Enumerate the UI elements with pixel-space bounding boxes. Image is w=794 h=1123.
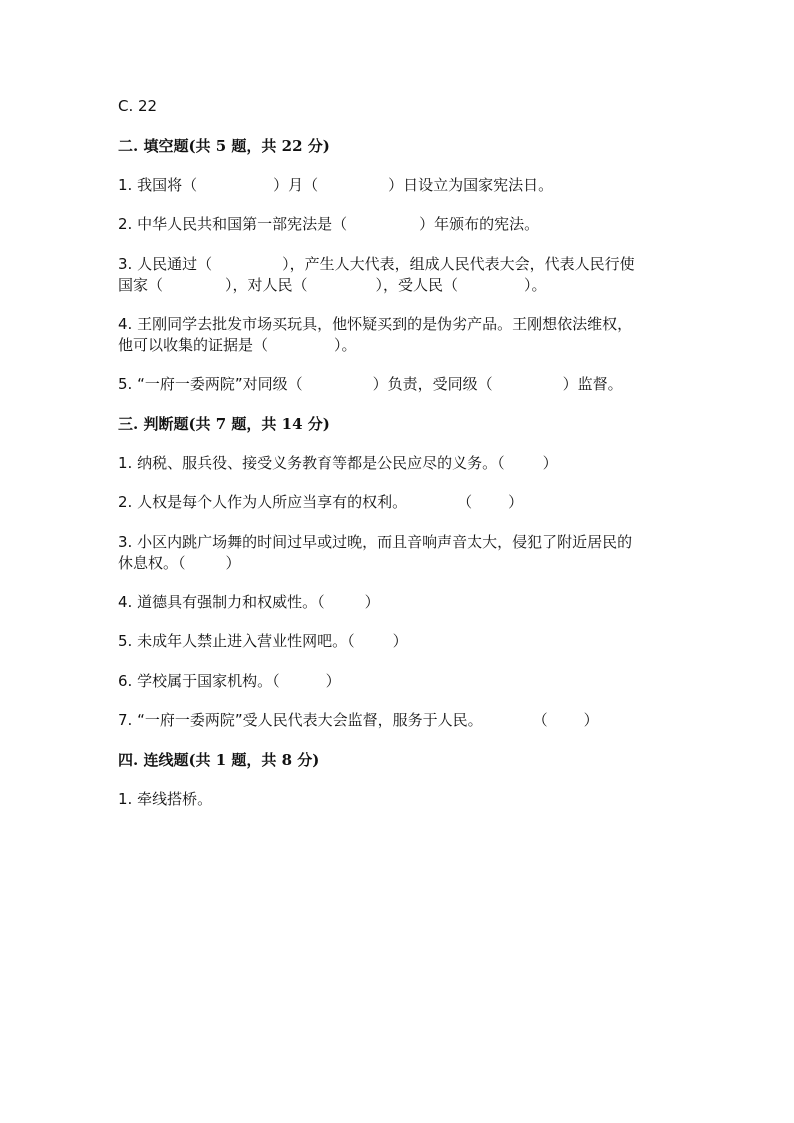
judge-question-6: 6. 学校属于国家机构。（ ） [118, 672, 341, 690]
judge-question-3-line2: 休息权。（ ） [118, 554, 241, 572]
judge-question-3-line1: 3. 小区内跳广场舞的时间过早或过晚，而且音响声音太大，侵犯了附近居民的 [118, 533, 633, 551]
section2-title: 二. 填空题(共 5 题，共 22 分) [118, 137, 330, 155]
judge-question-7: 7. “一府一委两院”受人民代表大会监督，服务于人民。 （ ） [118, 711, 599, 729]
judge-question-2: 2. 人权是每个人作为人所应当享有的权利。 （ ） [118, 493, 524, 511]
previous-option-c: C. 22 [118, 97, 158, 115]
judge-question-4: 4. 道德具有强制力和权威性。（ ） [118, 593, 380, 611]
judge-question-5: 5. 未成年人禁止进入营业性网吧。（ ） [118, 632, 408, 650]
fill-question-4-line1: 4. 王刚同学去批发市场买玩具，他怀疑买到的是伪劣产品。王刚想依法维权， [118, 315, 633, 333]
fill-question-3-line2: 国家（ ），对人民（ ），受人民（ ）。 [118, 276, 547, 294]
fill-question-3-line1: 3. 人民通过（ ），产生人大代表，组成人民代表大会，代表人民行使 [118, 255, 635, 273]
fill-question-1: 1. 我国将（ ）月（ ）日设立为国家宪法日。 [118, 176, 554, 194]
fill-question-5: 5. “一府一委两院”对同级（ ）负责，受同级（ ）监督。 [118, 375, 623, 393]
fill-question-2: 2. 中华人民共和国第一部宪法是（ ）年颁布的宪法。 [118, 215, 540, 233]
fill-question-4-line2: 他可以收集的证据是（ ）。 [118, 336, 357, 354]
judge-question-1: 1. 纳税、服兵役、接受义务教育等都是公民应尽的义务。（ ） [118, 454, 558, 472]
section3-title: 三. 判断题(共 7 题，共 14 分) [118, 415, 330, 433]
section4-title: 四. 连线题(共 1 题，共 8 分) [118, 751, 320, 769]
matching-question-1: 1. 牵线搭桥。 [118, 790, 213, 808]
